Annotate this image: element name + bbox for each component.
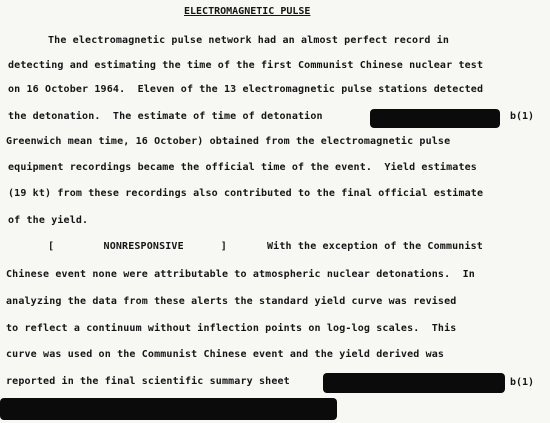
redaction-block-2 xyxy=(323,373,505,393)
paragraph2-lead: With the exception of the Communist xyxy=(267,241,483,252)
paragraph1-line-3: on 16 October 1964. Eleven of the 13 electromagnetic pulse stations detected xyxy=(8,84,484,95)
paragraph2-line-1: Chinese event none were attributable to atmospheric nuclear detonations. In xyxy=(6,269,475,280)
paragraph1-line-2: detecting and estimating the time of the first Communist Chinese nuclear test xyxy=(8,60,484,71)
paragraph1-line-1: The electromagnetic pulse network had an almost perfect record in xyxy=(48,35,450,46)
nonresponsive-marker: [ NONRESPONSIVE ] xyxy=(48,241,227,252)
exemption-mark-1: b(1) xyxy=(510,111,535,122)
document-title: ELECTROMAGNETIC PULSE xyxy=(184,6,311,17)
paragraph1-line-7: (19 kt) from these recordings also contributed to the final official estimate xyxy=(8,188,484,199)
redaction-block-3 xyxy=(0,398,337,420)
paragraph1-line-8: of the yield. xyxy=(8,215,89,226)
paragraph2-line-2: analyzing the data from these alerts the standard yield curve was revised xyxy=(6,296,457,307)
paragraph2-line-5: reported in the final scientific summary sheet xyxy=(6,376,290,387)
paragraph1-line-4: the detonation. The estimate of time of detonation xyxy=(8,111,323,122)
redaction-block-1 xyxy=(370,109,500,128)
paragraph1-line-6: equipment recordings became the official time of the event. Yield estimates xyxy=(8,162,477,173)
paragraph2-line-4: curve was used on the Communist Chinese event and the yield derived was xyxy=(6,349,445,360)
exemption-mark-2: b(1) xyxy=(510,377,535,388)
paragraph1-line-5: Greenwich mean time, 16 October) obtained from the electromagnetic pulse xyxy=(6,136,451,147)
paragraph2-line-3: to reflect a continuum without inflection points on log-log scales. This xyxy=(6,323,457,334)
